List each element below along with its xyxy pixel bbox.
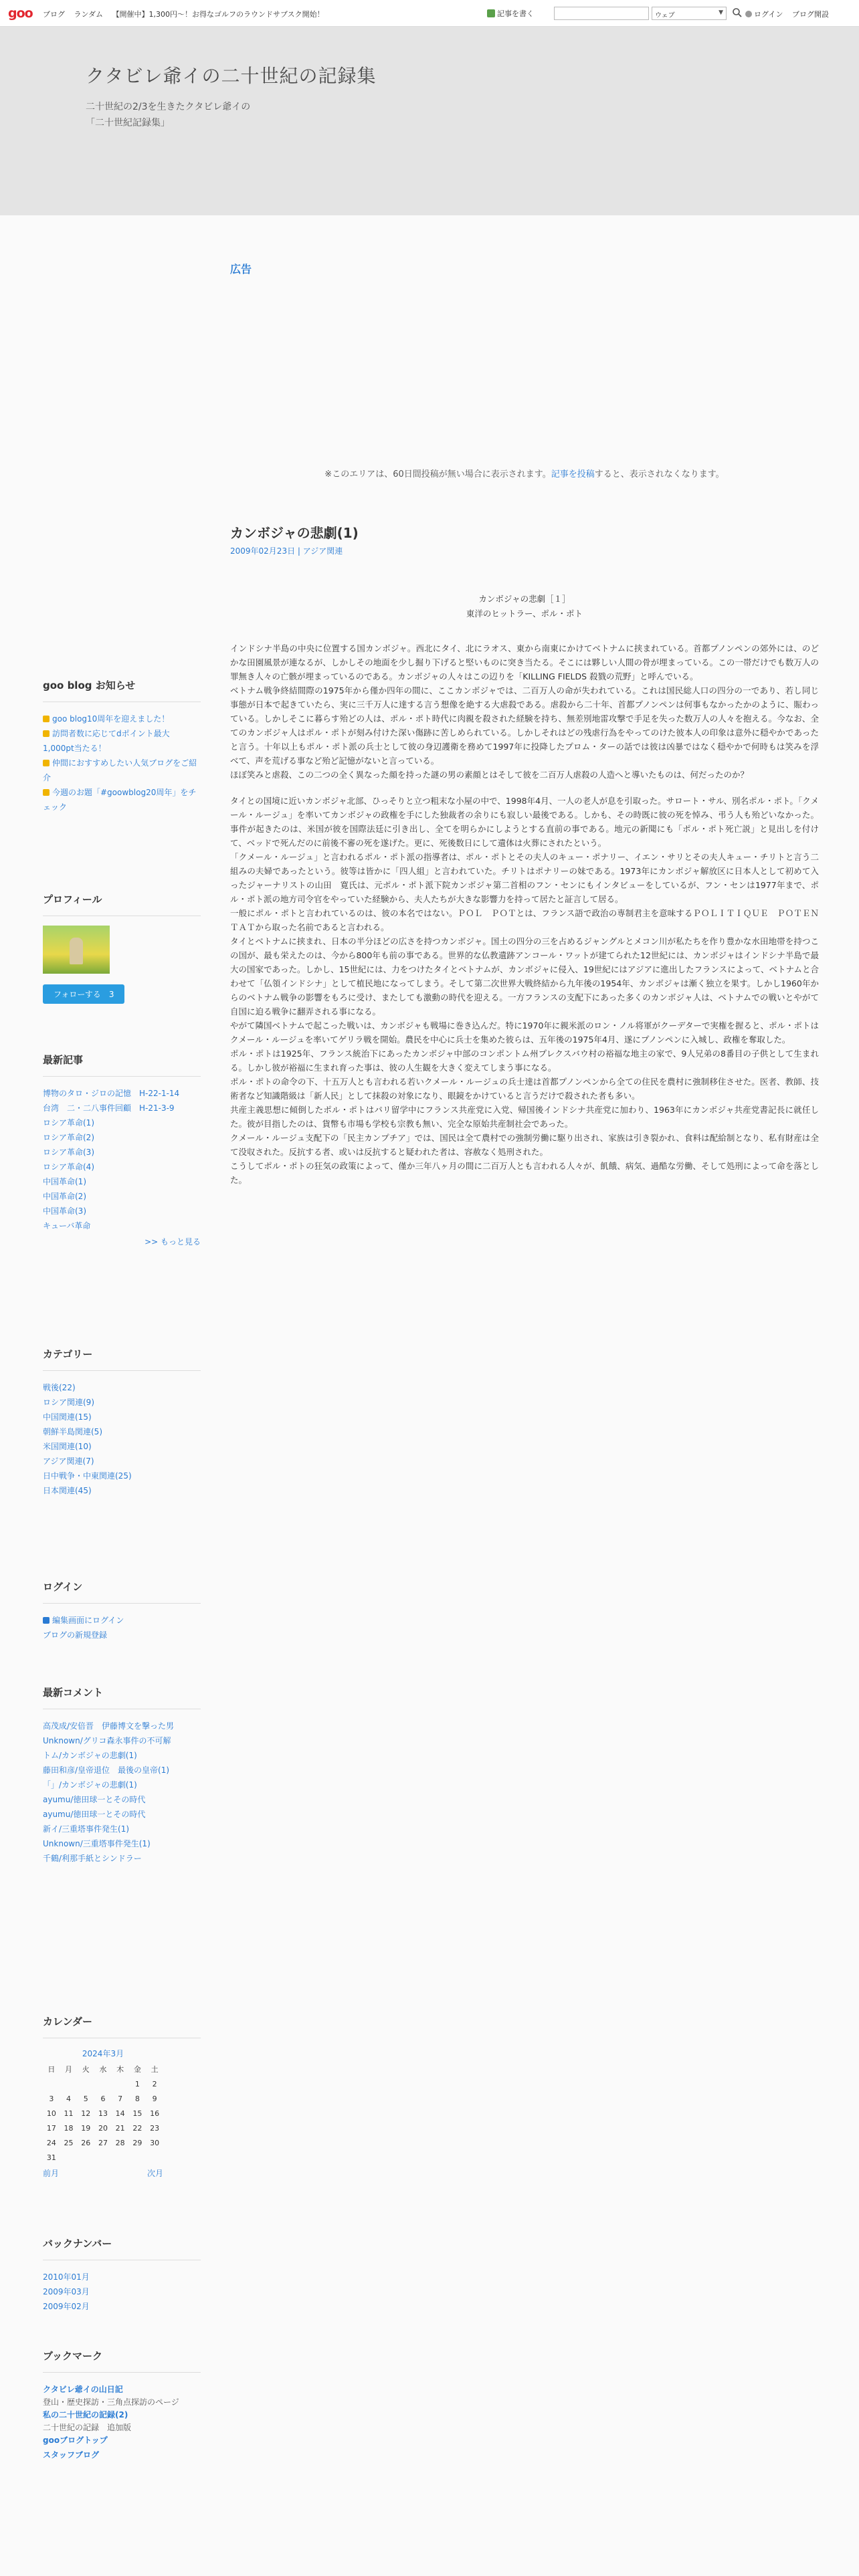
calendar-day: 23 <box>150 2123 160 2133</box>
calendar-day: 26 <box>81 2138 91 2147</box>
post-article-link[interactable]: 記事を投稿 <box>551 469 595 479</box>
calendar-section <box>43 2014 201 2179</box>
blog-description-line: 「二十世紀記録集」 <box>86 118 170 128</box>
section-heading: ブックマーク <box>43 2350 102 2362</box>
weekday-label: 土 <box>151 2065 159 2074</box>
weekday-label: 木 <box>116 2065 124 2074</box>
divider <box>43 1076 201 1077</box>
inactivity-notice <box>230 467 819 479</box>
news-item[interactable]: 仲間におすすめしたい人気ブログをご紹介 <box>43 758 197 782</box>
divider <box>43 1603 201 1604</box>
calendar-day: 21 <box>115 2123 125 2133</box>
comment-link[interactable]: ayumu/徳田球一とその時代 <box>43 1810 146 1819</box>
login-area <box>745 9 829 19</box>
news-item[interactable]: goo blog10周年を迎えました！ <box>43 712 201 726</box>
calendar-day <box>94 2150 112 2165</box>
section-heading: 最新記事 <box>43 1054 84 1066</box>
pencil-icon <box>43 1617 50 1624</box>
calendar-day: 13 <box>98 2109 108 2118</box>
info-icon <box>43 760 50 766</box>
article-paragraph: クメール・ルージュ支配下の「民主カンプチア」では、国民は全て農村での強制労働に駆り出され、家族は引き裂かれ、食料は配給制となり、私有財産は全て没収された。反抗する者、或いは反抗すると疑われた者は、容赦なく処刑された。 <box>230 1133 819 1157</box>
recent-post-link[interactable]: ロシア革命(3) <box>43 1148 94 1157</box>
recent-post-link[interactable]: 台湾 二・二八事件回顧 H-21-3-9 <box>43 1103 175 1113</box>
article-paragraph: 「クメール・ルージュ」と言われるポル・ポト派の指導者は、ポル・ポトとその夫人のキュー・ポナリー、イエン・サリとその夫人キュー・チリトと言う二組みの夫婦であったという。彼等は皆かに「四人組」と言われていた。チリトはポナリーの妹である。1973年にカンボジャ解放区に日本人として初めて入ったジャーナリストの山田 寛氏は、元ポル・ポト派下院カンボジャ第二首相のフン・センにもインタビューをしているが、フン・センは1977年まで、ポル・ポト派の地方司令官をやっていた経験から、夫人たちが大きな影響力を持って居たと証言して居る。 <box>230 852 819 904</box>
calendar-day: 3 <box>49 2094 54 2103</box>
user-icon <box>745 11 752 17</box>
backnumber-link[interactable]: 2009年03月 <box>43 2287 90 2296</box>
calendar-table <box>43 2062 163 2165</box>
comment-link[interactable]: 高茂成/安倍晋 伊藤博文を撃った男 <box>43 1721 175 1731</box>
backnumber-section <box>43 2236 201 2314</box>
recent-post-link[interactable]: 博物のタロ・ジロの記憶 H-22-1-14 <box>43 1089 180 1098</box>
calendar-day: 27 <box>98 2138 108 2147</box>
calendar-day: 6 <box>100 2094 106 2103</box>
weekday-label: 火 <box>82 2065 90 2074</box>
section-heading: プロフィール <box>43 893 102 905</box>
category-link[interactable]: 日本関連(45) <box>43 1486 92 1495</box>
bookmark-desc: 登山・歴史探訪・三角点探訪のページ <box>43 2397 179 2407</box>
calendar-day <box>77 2076 94 2091</box>
article-subtitle <box>230 592 819 621</box>
recent-posts-list <box>43 1086 201 1233</box>
calendar-day <box>43 2076 60 2091</box>
weekday-label: 水 <box>99 2065 107 2074</box>
calendar-day: 19 <box>81 2123 91 2133</box>
comment-link[interactable]: トム/カンボジャの悲劇(1) <box>43 1751 137 1760</box>
write-post-button[interactable] <box>487 8 534 19</box>
login-link[interactable]: ログイン <box>754 10 783 19</box>
calendar-day: 9 <box>152 2094 157 2103</box>
backnumber-list <box>43 2270 201 2314</box>
article-paragraph: 一般にポル・ポトと言われているのは、彼の本名ではない。ＰＯＬ ＰＯＴとは、フランス語で政治の専制君主を意味するＰＯＬＩＴＩＱＵＥ ＰＯＴＥＮＴＡＴから取った名前であると言われる。 <box>230 908 819 932</box>
article-paragraph: ベトナム戦争終結間際の1975年から僅か四年の間に、ここカンボジャでは、二百万人の命が失われている。これは国民総人口の四分の一であり、若し同じ事態が日本で起きていたら、実に三千万人に達する言う想像を絶する大虐殺である。虐殺から二十年、首都プノンペンは何事もなかったかのように、賑わっている。しかしそこに暮らす殆どの人は、ポル・ポト時代に肉親を殺された経験を持ち、無差別地雷攻撃で手足を失った数万人の人々を抱える。今なお、全てのカンボジャ人はポル・ポトが刻み付けた深い傷跡に苦しめられている。しかしそれはどの残虐行為をやってのけた彼本人の印象は意外に穏やかであったと言う。十年以上もポル・ポト派の兵士として彼の身辺護衛を務めて1997年に投降したプロム・ターの話では彼は凶暴ではなく穏やかで何時もは笑みを浮べて、声を荒げる事など殆ど記憶がないと言っている。 <box>230 685 819 766</box>
section-heading: ログイン <box>43 1581 83 1593</box>
article-paragraph: ほぼ笑みと虐殺、この二つの全く異なった顔を持った謎の男の素顔とはそして彼を二百万人虐殺の人造へと導いたものは、何だったのか？ <box>230 770 749 780</box>
top-nav <box>43 9 331 19</box>
calendar-day <box>129 2150 147 2165</box>
section-heading: カテゴリー <box>43 1348 93 1360</box>
bookmark-link[interactable]: スタッフブログ <box>43 2450 100 2460</box>
backnumber-link[interactable]: 2009年02月 <box>43 2302 90 2311</box>
search-scope-value: ウェブ <box>655 12 675 19</box>
recent-post-link[interactable]: ロシア革命(4) <box>43 1162 94 1172</box>
comment-link[interactable]: Unknown/グリコ森永事件の不可解 <box>43 1736 171 1745</box>
category-link[interactable]: 日中戦争・中東関連(25) <box>43 1471 132 1481</box>
calendar-month: 2024年3月 <box>82 2049 124 2058</box>
calendar-day: 16 <box>150 2109 160 2118</box>
comments-section <box>43 1685 201 1866</box>
comment-link[interactable]: 千鶴/利那手紙とシンドラー <box>43 1854 142 1863</box>
calendar-day <box>112 2076 129 2091</box>
calendar-day: 25 <box>64 2138 74 2147</box>
blog-header <box>0 27 859 215</box>
bookmark-link[interactable]: 私の二十世紀の記録(2) <box>43 2410 128 2420</box>
comment-link[interactable]: 藤田和彦/皇帝退位 最後の皇帝(1) <box>43 1765 170 1775</box>
recent-post-link[interactable]: 中国革命(1) <box>43 1177 86 1186</box>
calendar-day: 12 <box>81 2109 91 2118</box>
article-paragraph: タイとの国境に近いカンボジャ北部、ひっそりと立つ粗末な小屋の中で、1998年4月、一人の老人が息を引取った。サロート・サル、別名ポル・ポト。「クメール・ルージュ」を率いてカンボジャの政権を手にした独裁者の余りにも寂しい最後である。しかも、その時既に彼の死を悼み、弔う人も殆どいなかった。事件が起きたのは、米国が彼を国際法廷に引き出し、全てを明らかにしようとする直前の事である。地元の新聞にも「ポル・ポト死亡説」と見出しを付けて、ベッドで死んだのに前後不審の死を遂げた。更に、死後数日にして遺体は火葬にされたという。 <box>230 796 819 848</box>
ad-label: 広告 <box>230 263 252 276</box>
profile-image[interactable] <box>43 926 110 974</box>
edit-login-link[interactable]: 編集画面にログイン <box>43 1613 201 1628</box>
blog-description-line: 二十世紀の2/3を生きたクタビレ爺イの <box>86 102 251 112</box>
recent-posts-section <box>43 1053 201 1247</box>
subtitle-line: 東洋のヒットラー、ポル・ポト <box>466 609 583 619</box>
calendar-week <box>43 2091 163 2106</box>
recent-post-link[interactable]: ロシア革命(1) <box>43 1118 94 1128</box>
search-scope-select[interactable] <box>652 7 727 20</box>
more-posts-link[interactable]: >> もっと見る <box>145 1237 201 1247</box>
section-heading: バックナンバー <box>43 2238 112 2250</box>
login-links <box>43 1613 201 1642</box>
calendar-day <box>94 2076 112 2091</box>
category-link[interactable]: ロシア関連(9) <box>43 1398 94 1407</box>
calendar-day: 18 <box>64 2123 74 2133</box>
blog-title[interactable]: クタビレ爺イの二十世紀の記録集 <box>86 65 377 87</box>
weekday-label: 金 <box>133 2065 141 2074</box>
follow-label: フォローする <box>54 990 101 999</box>
search-icon[interactable] <box>732 7 743 18</box>
comment-link[interactable]: 「」/カンボジャの悲劇(1) <box>43 1780 137 1790</box>
calendar-day: 24 <box>46 2138 56 2147</box>
calendar-day: 30 <box>150 2138 160 2147</box>
category-link[interactable]: アジア関連(7) <box>43 1457 94 1466</box>
section-heading: goo blog お知らせ <box>43 679 136 691</box>
category-link[interactable]: 朝鮮半島関連(5) <box>43 1427 102 1436</box>
calendar-day: 28 <box>115 2138 125 2147</box>
calendar-day <box>146 2150 163 2165</box>
article-paragraph: やがて隣国ベトナムで起こった戦いは、カンボジャも戦場に巻き込んだ。特に1970年に親米派のロン・ノル将軍がクーデターで実権を握ると、ポル・ポトはクメール・ルージュを率いてゲリラ戦を開始。農民を中心に兵士を集めた彼らは、五年後の1975年4月、遂にプノンペンに入城し、政権を奪取した。 <box>230 1021 819 1045</box>
article-category[interactable]: アジア関連 <box>302 546 343 556</box>
category-list <box>43 1380 201 1498</box>
info-icon <box>43 789 50 796</box>
prev-month-link[interactable]: 前月 <box>43 2169 60 2178</box>
calendar-day: 14 <box>115 2109 125 2118</box>
calendar-week <box>43 2135 163 2150</box>
article-paragraph: タイとベトナムに挟まれ、日本の半分ほどの広さを持つカンボジャ。国土の四分の三を占めるジャングルとメコン川が私たちを作り豊かな水田地帯を持つこの国が、最も栄えたのは、今から800年も前の事である。世界的な仏教遺跡アンコール・ワットが建てられた12世紀には、カンボジャはインドシナ半島で最大の国家であった。しかし、15世紀には、力をつけたタイとベトナムが、カンボジャに侵入、19世紀にはアジアに進出したフランスによって、ベトナムと合わせて「仏領インドシナ」として植民地になってしまう。そして第二次世界大戦終結から九年後の1954年、カンボジャは漸く独立を果す。しかし1960年からのベトナム戦争の影響をもろに受け、またしても激動の時代を迎える。一方フランスの支配下にあった多くのカンボジャ人は、ベトナムでの戦いとやがて自国に迫る戦争に翻弄される事になる。 <box>230 936 819 1016</box>
comment-link[interactable]: Unknown/三重塔事件発生(1) <box>43 1839 151 1848</box>
article-paragraph: インドシナ半島の中央に位置する国カンボジャ。西北にタイ、北にラオス、東から南東にかけてベトナムに挟まれている。首都プノンペンの郊外には、のどかな田園風景が連なるが、しかしその地面を少し掘り下げると堅いものに突き当たる。そこには夥しい人間の骨が埋まっている。この一帯だけでも数万人の罪無き人々の亡骸が埋まっているのである。カンボジャの人々はこの辺りを「KILLING FIELDS 殺戮の荒野」と呼んでいる。 <box>230 643 819 681</box>
goo-news-section <box>43 678 201 815</box>
bookmark-list <box>43 2382 201 2462</box>
calendar-nav <box>43 2167 163 2179</box>
calendar-day: 5 <box>83 2094 88 2103</box>
section-heading: 最新コメント <box>43 1687 104 1699</box>
comment-link[interactable]: 新イ/三重塔事件発生(1) <box>43 1824 130 1834</box>
follower-count: 3 <box>108 990 114 999</box>
profile-figure <box>70 938 83 964</box>
follow-button[interactable] <box>43 984 124 1004</box>
article-title[interactable]: カンボジャの悲劇(1) <box>230 525 359 541</box>
info-icon <box>43 716 50 722</box>
category-link[interactable]: 米国関連(10) <box>43 1442 92 1451</box>
nav-blog[interactable]: ブログ <box>43 10 65 19</box>
top-bar <box>0 0 859 27</box>
calendar-week <box>43 2076 163 2091</box>
recent-post-link[interactable]: キューバ革命 <box>43 1221 91 1230</box>
write-post-label: 記事を書く <box>497 9 534 18</box>
goo-logo[interactable]: goo <box>8 6 33 21</box>
calendar-day: 10 <box>46 2109 56 2118</box>
bookmark-section <box>43 2349 201 2462</box>
calendar-day: 4 <box>66 2094 72 2103</box>
profile-section <box>43 892 201 1004</box>
article-paragraph: 共産主義思想に傾倒したポル・ポトはパリ留学中にフランス共産党に入党、帰国後インドシナ共産党に加わり、1963年にカンボジャ共産党書記長に就任した。彼が目指したのは、貨幣も市場も学校も宗教も無い、完全な原始共産制社会であった。 <box>230 1105 819 1129</box>
calendar-day <box>60 2150 78 2165</box>
search-input[interactable] <box>554 7 649 20</box>
calendar-day: 17 <box>46 2123 56 2133</box>
category-link[interactable]: 中国関連(15) <box>43 1412 92 1422</box>
recent-post-link[interactable]: ロシア革命(2) <box>43 1133 94 1142</box>
calendar-day: 31 <box>46 2153 56 2162</box>
news-item[interactable]: 訪問者数に応じてdポイント最大1,000pt当たる！ <box>43 729 170 753</box>
divider <box>43 1370 201 1371</box>
divider <box>43 2372 201 2373</box>
calendar-week <box>43 2150 163 2165</box>
calendar-week <box>43 2106 163 2121</box>
calendar-day: 1 <box>134 2079 140 2088</box>
comments-list <box>43 1719 201 1866</box>
goo-news-list <box>43 712 201 815</box>
calendar-day <box>60 2076 78 2091</box>
calendar-day: 15 <box>132 2109 142 2118</box>
chevron-down-icon: ▼ <box>719 9 723 16</box>
section-heading: カレンダー <box>43 2016 93 2028</box>
calendar-week <box>43 2121 163 2135</box>
notice-text: ※このエリアは、60日間投稿が無い場合に表示されます。 <box>324 469 551 479</box>
recent-post-link[interactable]: 中国革命(2) <box>43 1192 86 1201</box>
info-icon <box>43 730 50 737</box>
category-section <box>43 1347 201 1498</box>
backnumber-link[interactable]: 2010年01月 <box>43 2272 90 2282</box>
login-section <box>43 1580 201 1642</box>
weekday-label: 日 <box>47 2065 56 2074</box>
calendar-day: 22 <box>132 2123 142 2133</box>
calendar-day: 8 <box>134 2094 140 2103</box>
calendar-day <box>112 2150 129 2165</box>
article-paragraph: ポル・ポトは1925年、フランス統治下にあったカンボジャ中部のコンポントム州プレクスバウ村の裕福な地主の家で、9人兄弟の8番目の子供として生まれる。しかし彼が裕福に生まれ育った事は、彼の人生観を大きく変えてしまう事になる。 <box>230 1049 819 1073</box>
subtitle-line: カンボジャの悲劇［１］ <box>478 594 571 604</box>
nav-promo[interactable]: 【開催中】1,300円〜！お得なゴルフのラウンドサブスク開始！ <box>112 10 324 19</box>
notice-text: すると、表示されなくなります。 <box>594 469 725 479</box>
category-link[interactable]: 戦後(22) <box>43 1383 76 1392</box>
calendar-day: 2 <box>152 2079 157 2088</box>
article-date[interactable]: 2009年02月23日 <box>230 546 296 556</box>
bookmark-link[interactable]: クタビレ爺イの山日記 <box>43 2385 123 2394</box>
article-meta: 2009年02月23日 | アジア関連 <box>230 546 343 556</box>
bookmark-desc: 二十世紀の記録 追加版 <box>43 2423 132 2432</box>
calendar-day <box>77 2150 94 2165</box>
calendar-day: 20 <box>98 2123 108 2133</box>
comment-link[interactable]: ayumu/徳田球一とその時代 <box>43 1795 146 1804</box>
article <box>230 526 819 1187</box>
calendar-day: 11 <box>64 2109 74 2118</box>
article-paragraph: ポル・ポトの命令の下、十五万人とも言われる若いクメール・ルージュの兵士達は首都プノンペンから全ての住民を農村に強制移住させた。医者、教師、技術者など知識階級は「新人民」として抹殺の対象になり、眼鏡をかけていると言うだけで殺された者も多い。 <box>230 1077 819 1101</box>
calendar-weekday-row <box>43 2062 163 2076</box>
bookmark-link[interactable]: gooブログトップ <box>43 2436 108 2445</box>
calendar-day: 29 <box>132 2138 142 2147</box>
new-blog-link[interactable]: ブログの新規登録 <box>43 1630 108 1640</box>
article-paragraph: こうしてポル・ポトの狂気の政策によって、僅か三年八ヶ月の間に二百万人とも言われる人々が、飢餓、病気、過酷な労働、そして処刑によって命を落とした。 <box>230 1161 819 1185</box>
blog-open-link[interactable]: ブログ開設 <box>791 10 829 19</box>
weekday-label: 月 <box>65 2065 73 2074</box>
nav-random[interactable]: ランダム <box>74 10 104 19</box>
pen-icon <box>487 9 495 17</box>
next-month-link[interactable]: 次月 <box>147 2169 163 2178</box>
calendar-day: 7 <box>118 2094 123 2103</box>
recent-post-link[interactable]: 中国革命(3) <box>43 1206 86 1216</box>
news-item[interactable]: 今週のお題「#goowblog20周年」をチェック <box>43 788 197 812</box>
blog-description <box>86 99 250 131</box>
content-area <box>0 215 859 2576</box>
